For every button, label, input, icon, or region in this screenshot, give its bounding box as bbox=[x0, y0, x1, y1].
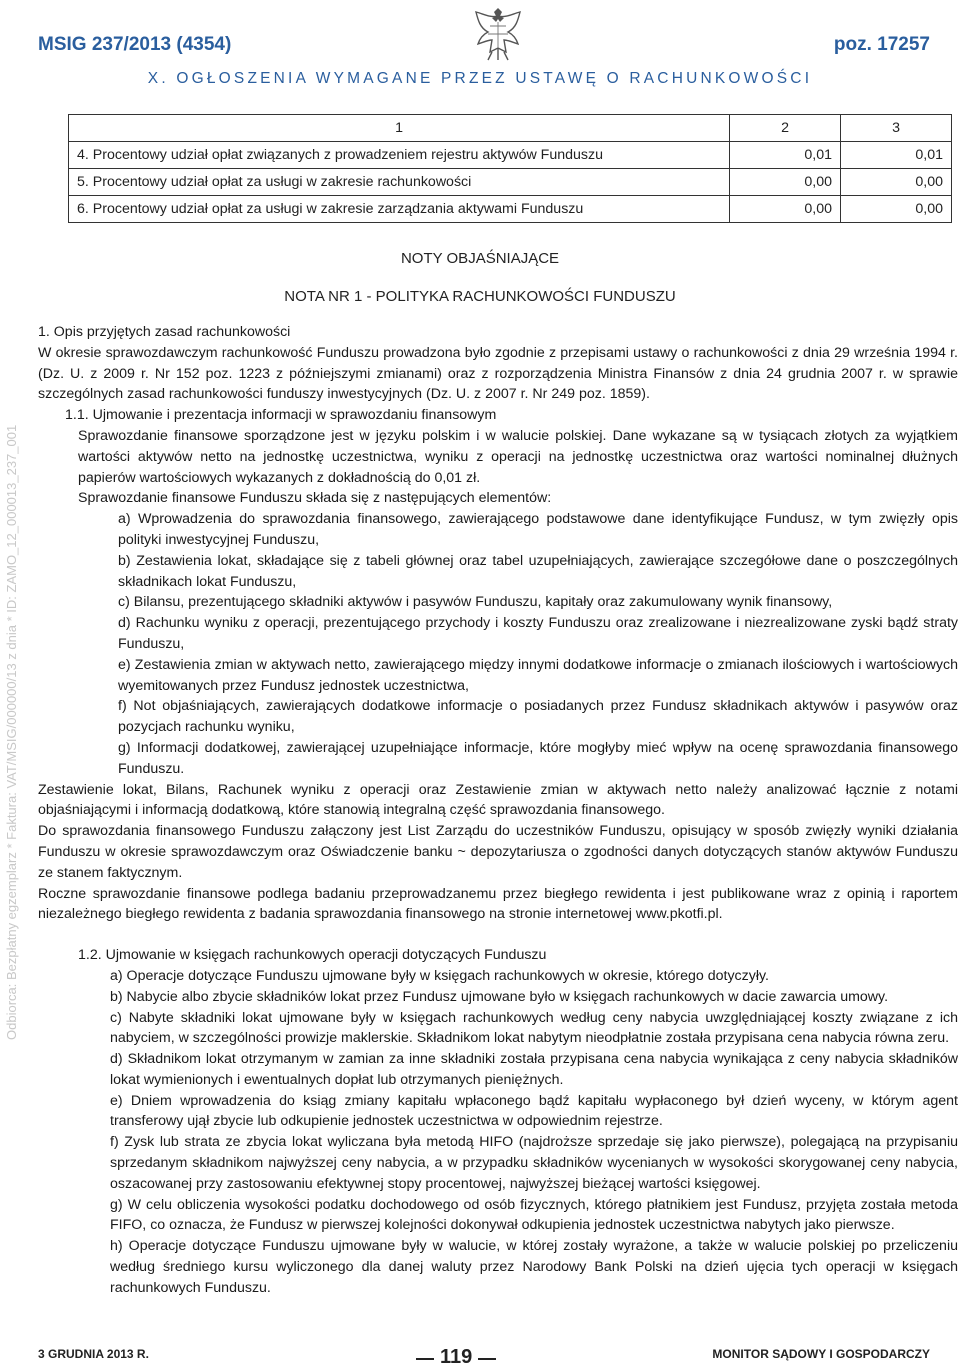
list-item: b) Zestawienia lokat, składające się z tabeli głównej oraz tabel uzupełniających, zawierające szczegółowe dane o poszczególnych składnikach lokat Funduszu, bbox=[118, 552, 958, 590]
list-item: a) Wprowadzenia do sprawozdania finansowego, zawierającego podstawowe dane identyfikujące Fundusz, w tym zwięzły opis polityki inwestycyjnej Funduszu, bbox=[118, 511, 958, 548]
section-1-2-heading: 1.2. Ujmowanie w księgach rachunkowych operacji dotyczących Funduszu bbox=[78, 947, 547, 964]
document-body bbox=[38, 322, 958, 1299]
list-item: b) Nabycie albo zbycie składników lokat przez Fundusz ujmowane było w księgach rachunkowych w dacie zawarcia umowy. bbox=[110, 988, 889, 1005]
list-item: d) Rachunku wyniku z operacji, prezentującego przychody i koszty Funduszu oraz zrealizowane i niezrealizowane zyski bądź straty Funduszu, bbox=[118, 615, 958, 652]
list-item: e) Zestawienia zmian w aktywach netto, zawierającego między innymi dodatkowe informacje o zmianach ilościowych i wartościowych wyemitowanych przez Fundusz jednostek uczestnictwa, bbox=[118, 656, 958, 694]
section-1-text: W okresie sprawozdawczym rachunkowość Funduszu prowadzona było zgodnie z przepisami ustawy o rachunkowości z dnia 29 września 1994 r. (Dz. U. z 2009 r. Nr 152 poz. 1223 z późniejszymi zmianami) oraz z rozporządzenia Ministra Finansów z dnia 24 grudnia 2007 r. w sprawie szczególnych zasad rachunkowości funduszy inwestycyjnych (Dz. U. z 2007 r. Nr 249 poz. 1859). bbox=[38, 344, 958, 403]
page-number: 119 bbox=[440, 1346, 473, 1368]
list-item: g) Informacji dodatkowej, zawierającej uzupełniające informacje, które mogłyby mieć wpływ na ocenę sprawozdania finansowego Funduszu. bbox=[118, 739, 958, 777]
issue-date: 3 GRUDNIA 2013 R. bbox=[38, 1347, 149, 1361]
recipient-watermark: Odbiorca: Bezpłatny egzemplarz * Faktura: VAT/MSIG/000000/13 z dnia * ID: ZAMO_12_000013_237_001 bbox=[4, 424, 19, 1040]
table-cell: 0,01 bbox=[730, 142, 841, 169]
section-1-heading: 1. Opis przyjętych zasad rachunkowości bbox=[38, 324, 291, 340]
polish-eagle-icon bbox=[470, 2, 526, 64]
table-header-cell: 2 bbox=[730, 115, 841, 142]
section-title: X. OGŁOSZENIA WYMAGANE PRZEZ USTAWĘ O RACHUNKOWOŚCI bbox=[147, 70, 813, 87]
table-cell: 0,00 bbox=[730, 169, 841, 196]
notes-heading: NOTY OBJAŚNIAJĄCE bbox=[400, 250, 560, 267]
fee-table bbox=[68, 114, 952, 223]
table-row bbox=[69, 142, 952, 169]
table-header-cell: 3 bbox=[841, 115, 952, 142]
publication-name: MONITOR SĄDOWY I GOSPODARCZY bbox=[712, 1347, 930, 1361]
journal-issue: MSIG 237/2013 (4354) bbox=[38, 34, 232, 55]
table-cell: 0,00 bbox=[841, 169, 952, 196]
table-cell: 0,00 bbox=[730, 196, 841, 223]
list-item: a) Operacje dotyczące Funduszu ujmowane były w księgach rachunkowych w okresie, którego dotyczyły. bbox=[110, 967, 769, 984]
position-number: poz. 17257 bbox=[833, 34, 930, 55]
list-item: g) W celu obliczenia wysokości podatku dochodowego od osób fizycznych, którego płatnikiem jest Fundusz, przyjęta została metoda FIFO, co oznacza, że Fundusz w pierwszej kolejności dokonywał odkupienia jednostek uczestnictwa nabytych jako pierwsze. bbox=[110, 1196, 958, 1234]
section-1-1-heading: 1.1. Ujmowanie i prezentacja informacji w sprawozdaniu finansowym bbox=[65, 407, 497, 424]
list-item: f) Zysk lub strata ze zbycia lokat wyliczana była metodą HIFO (najdroższe sprzedaje się jako pierwsze), polegającą na przypisaniu sprzedanym składnikom najwyższej ceny nabycia, a w przypadku składników wycenianych w wysokości skorygowanej ceny nabycia, oszacowanej przy zastosowaniu efektywnej stopy procentowej, najwyższej bieżącej wartości księgowej. bbox=[110, 1134, 958, 1192]
table-header-row bbox=[69, 115, 952, 142]
section-1-1-text: Sprawozdanie finansowe sporządzone jest w języku polskim i w walucie polskiej. Dane wykazane są w tysiącach złotych za wyjątkiem wartości aktywów netto na jednostkę uczestnictwa, wyniku z operacji na jednostkę uczestnictwa oraz wartości nominalnej dłużnych papierów wartościowych wykazanych z dokładnością do 0,01 zł. bbox=[78, 427, 958, 486]
table-cell: 0,01 bbox=[841, 142, 952, 169]
table-cell: 5. Procentowy udział opłat za usługi w zakresie rachunkowości bbox=[69, 169, 730, 196]
table-cell: 0,00 bbox=[841, 196, 952, 223]
list-item: h) Operacje dotyczące Funduszu ujmowane były w walucie, w której zostały wyrażone, a także w walucie polskiej po przeliczeniu według średniego kursu wyliczonego dla danej waluty przez Narodowy Bank Polski na dzień ujęcia tych operacji w księgach rachunkowych Funduszu. bbox=[110, 1238, 958, 1296]
list-item: e) Dniem wprowadzenia do ksiąg zmiany kapitału wpłaconego bądź kapitału wypłaconego był dzień wyceny, w którym agent transferowy ujął zbycie lub odkupienie jednostek uczestnictwa w odpowiednim rejestrze. bbox=[110, 1092, 958, 1130]
list-item: f) Not objaśniających, zawierających dodatkowe informacje o posiadanych przez Fundusz składnikach aktywów i pasywów oraz pozycjach rachunku wyniku, bbox=[118, 698, 958, 736]
note-1-heading: NOTA NR 1 - POLITYKA RACHUNKOWOŚCI FUNDUSZU bbox=[284, 288, 676, 305]
list-item: d) Składnikom lokat otrzymanym w zamian za inne składniki została przypisana cena nabycia wynikająca z ceny nabycia składników lokat wymienionych i ewentualnych dopłat lub otrzymanych pieniężnych. bbox=[110, 1051, 958, 1088]
table-cell: 6. Procentowy udział opłat za usługi w zakresie zarządzania aktywami Funduszu bbox=[69, 196, 730, 223]
table-cell: 4. Procentowy udział opłat związanych z prowadzeniem rejestru aktywów Funduszu bbox=[69, 142, 730, 169]
list-item: c) Bilansu, prezentującego składniki aktywów i pasywów Funduszu, kapitały oraz zakumulowany wynik finansowy, bbox=[118, 594, 833, 611]
paragraph: Do sprawozdania finansowego Funduszu załączony jest List Zarządu do uczestników Funduszu, opisujący w sposób zwięzły wyniki działania Funduszu w okresie sprawozdawczym oraz Oświadczenie banku ~ depozytariusza o zgodności danych dotyczących stanów aktywów Funduszu ze stanem faktycznym. bbox=[38, 823, 958, 881]
list-item: c) Nabyte składniki lokat ujmowane były w księgach rachunkowych według ceny nabycia uwzględniającej koszty związane z ich nabyciem, w szczególności prowizje maklerskie. Składnikom lokat nabytym nieodpłatnie została przypisana cena nabycia równa zeru. bbox=[110, 1009, 958, 1047]
table-header-cell: 1 bbox=[69, 115, 730, 142]
paragraph: Zestawienie lokat, Bilans, Rachunek wyniku z operacji oraz Zestawienie zmian w aktywach netto należy analizować łącznie z notami objaśniającymi i informacją dodatkową, które stanowią integralną część sprawozdania finansowego. bbox=[38, 781, 958, 819]
elements-intro: Sprawozdanie finansowe Funduszu składa się z następujących elementów: bbox=[78, 490, 552, 507]
table-row bbox=[69, 196, 952, 223]
paragraph: Roczne sprawozdanie finansowe podlega badaniu przeprowadzanemu przez biegłego rewidenta i jest publikowane wraz z opinią i raportem niezależnego biegłego rewidenta z badania sprawozdania finansowego na stronie internetowej www.pkotfi.pl. bbox=[38, 885, 958, 923]
table-row bbox=[69, 169, 952, 196]
